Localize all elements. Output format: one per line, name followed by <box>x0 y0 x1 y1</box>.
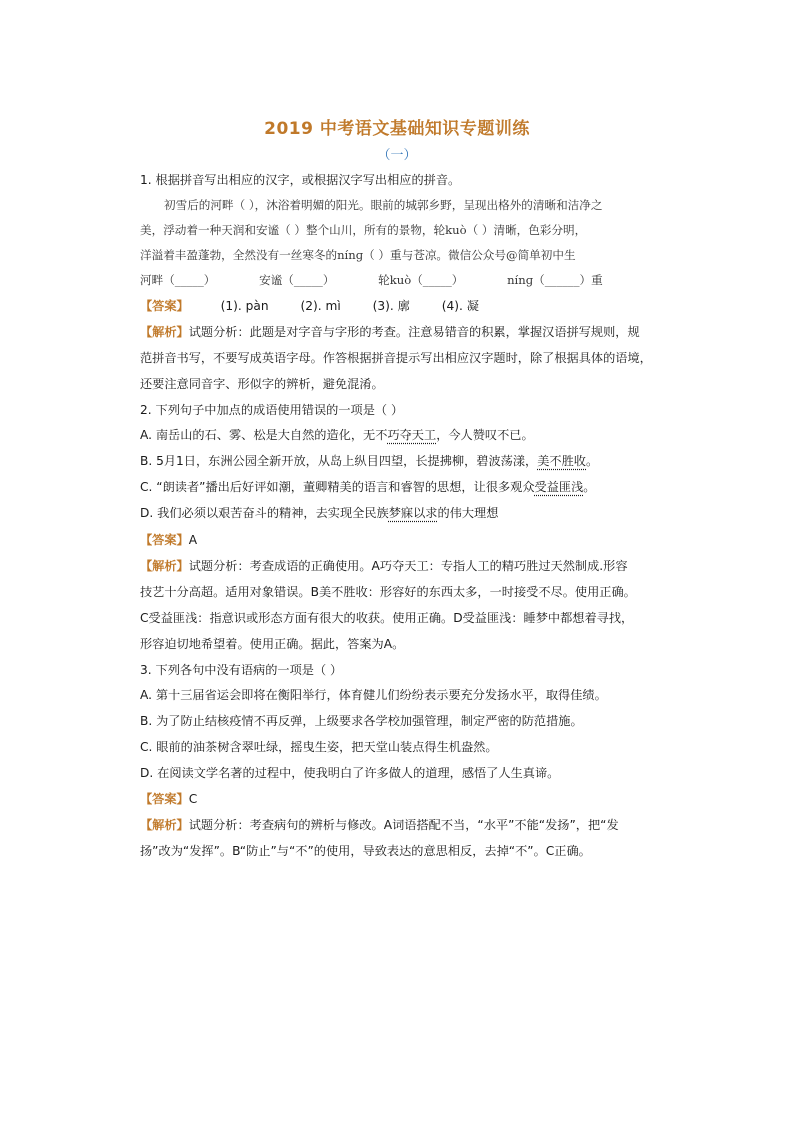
document-title: 2019 中考语文基础知识专题训练 <box>264 119 530 139</box>
dotted-idiom: 美不胜收 <box>537 454 586 468</box>
document-subtitle: （一） <box>377 148 417 163</box>
q1-blank: 河畔（_____） <box>140 273 216 287</box>
q2-option: D. 我们必须以艰苦奋斗的精神，去实现全民族梦寐以求的伟大理想 <box>140 506 499 520</box>
q3-stem: 3. 下列各句中没有语病的一项是（ ） <box>140 663 343 677</box>
q1-answer-item: (2). mì <box>300 299 341 313</box>
q2-analysis-line: 技艺十分高超。适用对象错误。B美不胜收：形容好的东西太多，一时接受不尽。使用正确。 <box>140 585 636 599</box>
q3-option: C. 眼前的油茶树含翠吐绿，摇曳生姿，把天堂山装点得生机盎然。 <box>140 740 498 754</box>
answer-label: 【答案】 <box>140 792 189 806</box>
q1-analysis-line: 还要注意同音字、形似字的辨析，避免混淆。 <box>140 377 384 391</box>
q2-analysis-line: 形容迫切地希望着。使用正确。据此，答案为A。 <box>140 637 405 651</box>
q1-blank: 轮kuò（_____） <box>378 273 464 287</box>
q1-passage-line: 洋溢着丰盈蓬勃，全然没有一丝寒冬的nínɡ（ ）重与苍凉。微信公众号@简单初中生 <box>140 248 576 262</box>
q2-answer-value: A <box>188 533 198 547</box>
q1-blanks <box>140 270 665 290</box>
q1-stem: 1. 根据拼音写出相应的汉字，或根据汉字写出相应的拼音。 <box>140 173 461 187</box>
q3-option: A. 第十三届省运会即将在衡阳举行，体育健儿们纷纷表示要充分发扬水平，取得佳绩。 <box>140 688 607 702</box>
analysis-label: 【解析】 <box>140 559 189 573</box>
q3-option: B. 为了防止结核疫情不再反弹，上级要求各学校加强管理，制定严密的防范措施。 <box>140 714 583 728</box>
dotted-idiom: 巧夺天工 <box>387 428 437 442</box>
q1-analysis-line: 范拼音书写，不要写成英语字母。作答根据拼音提示写出相应汉字题时，除了根据具体的语境， <box>140 351 652 365</box>
dotted-idiom: 梦寐以求 <box>388 506 438 520</box>
q1-answer-item: (3). 廓 <box>372 299 410 313</box>
q1-passage-line: 初雪后的河畔（ ），沐浴着明媚的阳光。眼前的城郭乡野，呈现出格外的清晰和洁净之 <box>164 198 603 212</box>
q2-option: C. “朗读者”播出后好评如潮，董卿精美的语言和睿智的思想，让很多观众受益匪浅。 <box>140 480 596 494</box>
q1-answer-item: (4). 凝 <box>441 299 479 313</box>
q2-answer <box>140 530 665 550</box>
q1-blank: 安谧（_____） <box>259 273 335 287</box>
answer-label: 【答案】 <box>140 299 189 313</box>
analysis-label: 【解析】 <box>140 818 189 832</box>
q1-answer <box>140 296 665 316</box>
q2-analysis-line: C受益匪浅：指意识或形态方面有很大的收获。使用正确。D受益匪浅：睡梦中都想着寻找， <box>140 611 634 625</box>
q2-option: A. 南岳山的石、雾、松是大自然的造化，无不巧夺天工，今人赞叹不已。 <box>140 428 534 442</box>
q3-answer-value: C <box>188 792 198 806</box>
q1-blank: nínɡ（______）重 <box>507 273 603 287</box>
q2-analysis-line: 【解析】试题分析：考查成语的正确使用。A巧夺天工：专指人工的精巧胜过天然制成.形容 <box>140 559 628 573</box>
q3-analysis-line: 【解析】试题分析：考查病句的辨析与修改。A词语搭配不当，“水平”不能“发扬”，把“发 <box>140 818 619 832</box>
q3-answer <box>140 789 665 809</box>
q3-option: D. 在阅读文学名著的过程中，使我明白了许多做人的道理，感悟了人生真谛。 <box>140 766 560 780</box>
q1-analysis-line: 【解析】试题分析：此题是对字音与字形的考查。注意易错音的积累，掌握汉语拼写规则，规 <box>140 325 640 339</box>
answer-label: 【答案】 <box>140 533 189 547</box>
q1-answer-item: (1). pàn <box>220 299 269 313</box>
dotted-idiom: 受益匪浅 <box>534 480 584 494</box>
q3-analysis-line: 扬”改为“发挥”。B“防止”与“不”的使用，导致表达的意思相反，去掉“不”。C正确。 <box>140 844 591 858</box>
q2-stem: 2. 下列句子中加点的成语使用错误的一项是（ ） <box>140 403 404 417</box>
q2-option: B. 5月1日，东洲公园全新开放，从岛上纵目四望，长提拂柳，碧波荡漾，美不胜收。 <box>140 454 599 468</box>
q1-passage-line: 美，浮动着一种天润和安谧（ ）整个山川，所有的景物，轮kuò（ ）清晰，色彩分明， <box>140 223 587 237</box>
analysis-label: 【解析】 <box>140 325 189 339</box>
